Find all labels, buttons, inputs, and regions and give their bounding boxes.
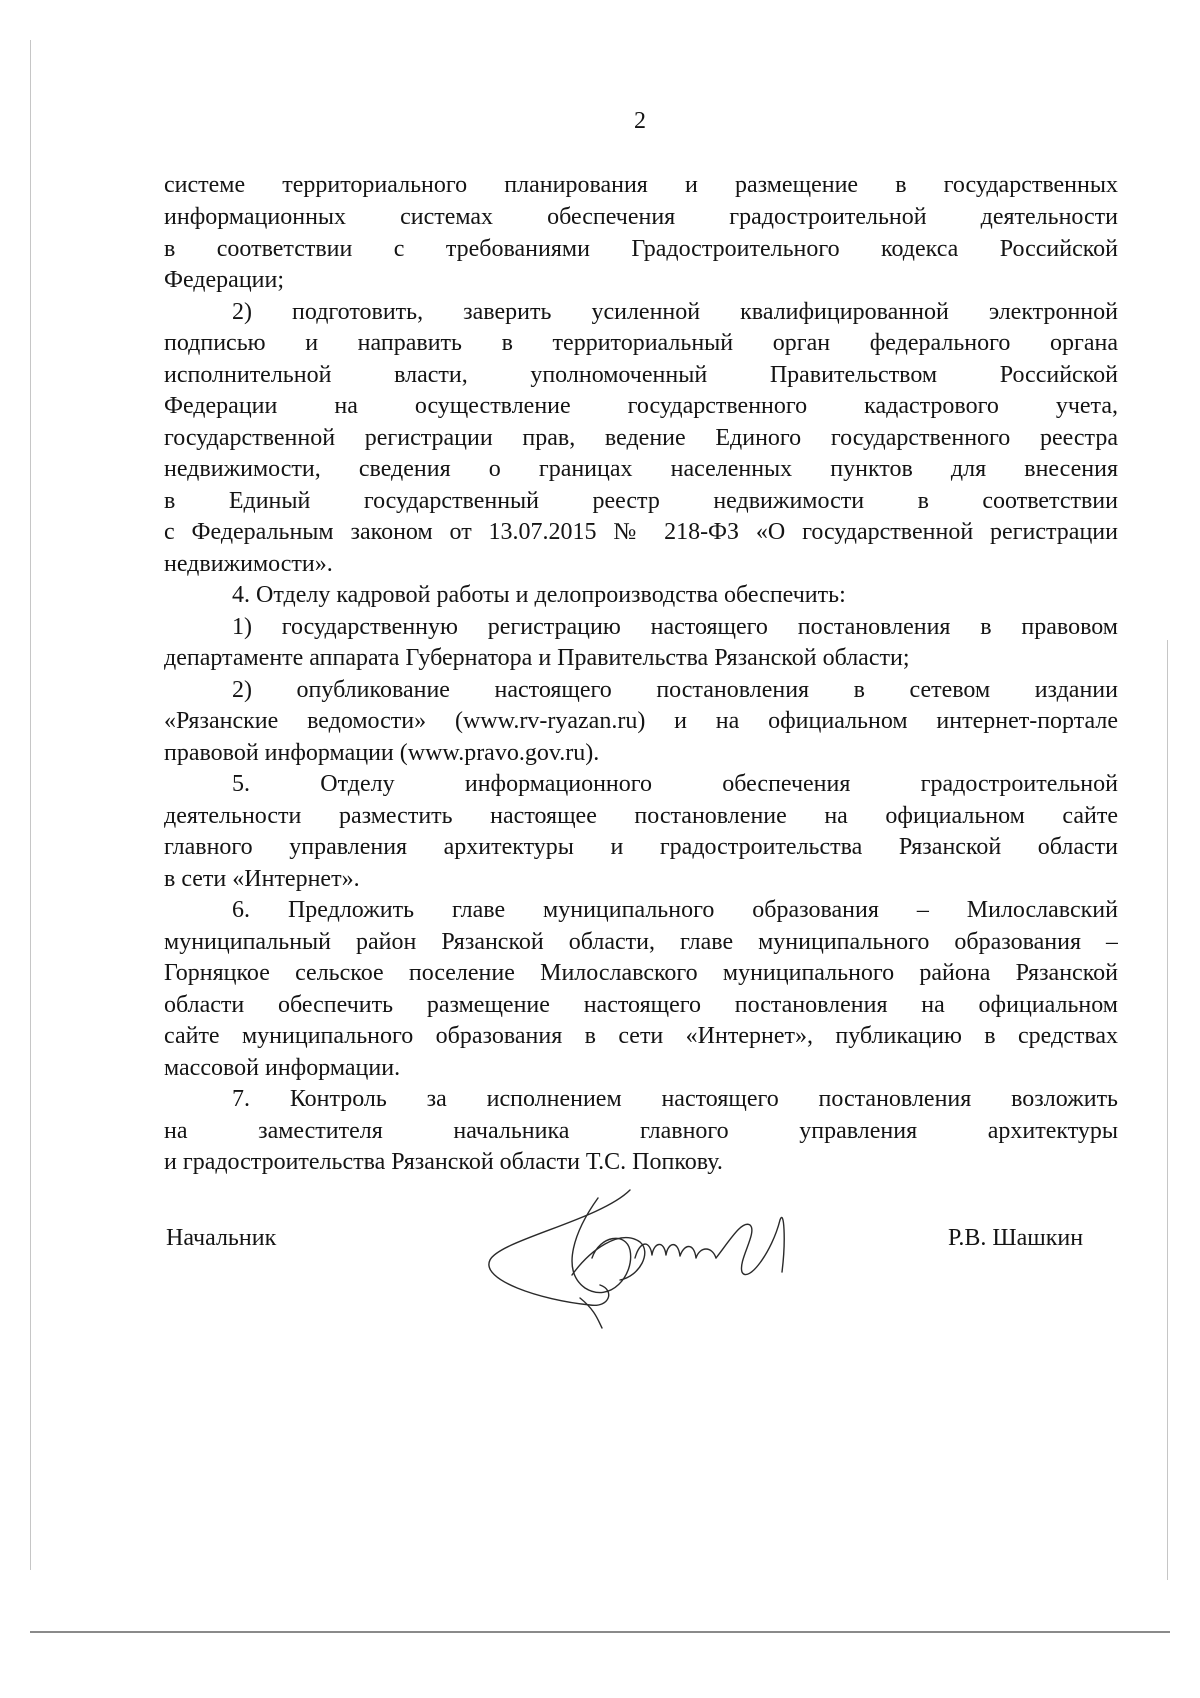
text-line: 7. Контроль за исполнением настоящего постановления возложить: [232, 1086, 1118, 1112]
text-line: деятельности разместить настоящее постановление на официальном сайте: [164, 803, 1118, 829]
text-line: правовой информации (www.pravo.gov.ru).: [164, 740, 600, 766]
signatory-name: Р.В. Шашкин: [948, 1225, 1084, 1251]
text-line: муниципальный район Рязанской области, главе муниципального образования –: [164, 929, 1118, 955]
text-line: информационных системах обеспечения градостроительной деятельности: [164, 204, 1118, 230]
text-line: в соответствии с требованиями Градостроительного кодекса Российской: [164, 236, 1118, 262]
text-line: Федерации;: [164, 267, 285, 293]
scan-edge-bottom: [30, 1631, 1170, 1633]
text-line: Горняцкое сельское поселение Милославского муниципального района Рязанской: [164, 960, 1118, 986]
text-line: и градостроительства Рязанской области Т.С. Попкову.: [164, 1149, 723, 1175]
signatory-title: Начальник: [166, 1225, 277, 1251]
text-line: государственной регистрации прав, ведение Единого государственного реестра: [164, 425, 1118, 451]
text-line: 1) государственную регистрацию настоящего постановления в правовом: [232, 614, 1118, 640]
text-line: исполнительной власти, уполномоченный Правительством Российской: [164, 362, 1118, 388]
text-line: массовой информации.: [164, 1055, 401, 1081]
text-line: главного управления архитектуры и градостроительства Рязанской области: [164, 834, 1118, 860]
scan-edge-right: [1167, 640, 1168, 1580]
page-number: 2: [634, 108, 646, 134]
text-line: 6. Предложить главе муниципального образования – Милославский: [232, 897, 1118, 923]
handwritten-signature: [480, 1180, 820, 1330]
text-line: системе территориального планирования и размещение в государственных: [164, 172, 1118, 198]
text-line: области обеспечить размещение настоящего постановления на официальном: [164, 992, 1118, 1018]
text-line: недвижимости».: [164, 551, 333, 577]
text-line: Федерации на осуществление государственного кадастрового учета,: [164, 393, 1118, 419]
text-line: 2) опубликование настоящего постановления в сетевом издании: [232, 677, 1118, 703]
text-line: в сети «Интернет».: [164, 866, 360, 892]
text-line: на заместителя начальника главного управления архитектуры: [164, 1118, 1118, 1144]
text-line: «Рязанские ведомости» (www.rv-ryazan.ru) и на официальном интернет-портале: [164, 708, 1118, 734]
text-line: подписью и направить в территориальный орган федерального органа: [164, 330, 1118, 356]
text-line: департаменте аппарата Губернатора и Правительства Рязанской области;: [164, 645, 910, 671]
text-line: 4. Отделу кадровой работы и делопроизводства обеспечить:: [232, 582, 846, 608]
text-line: в Единый государственный реестр недвижимости в соответствии: [164, 488, 1118, 514]
text-line: недвижимости, сведения о границах населенных пунктов для внесения: [164, 456, 1118, 482]
text-line: 5. Отделу информационного обеспечения градостроительной: [232, 771, 1118, 797]
text-line: с Федеральным законом от 13.07.2015 № 218-ФЗ «О государственной регистрации: [164, 519, 1118, 545]
text-line: 2) подготовить, заверить усиленной квалифицированной электронной: [232, 299, 1118, 325]
scan-edge-left: [30, 40, 31, 1570]
text-line: сайте муниципального образования в сети «Интернет», публикацию в средствах: [164, 1023, 1118, 1049]
